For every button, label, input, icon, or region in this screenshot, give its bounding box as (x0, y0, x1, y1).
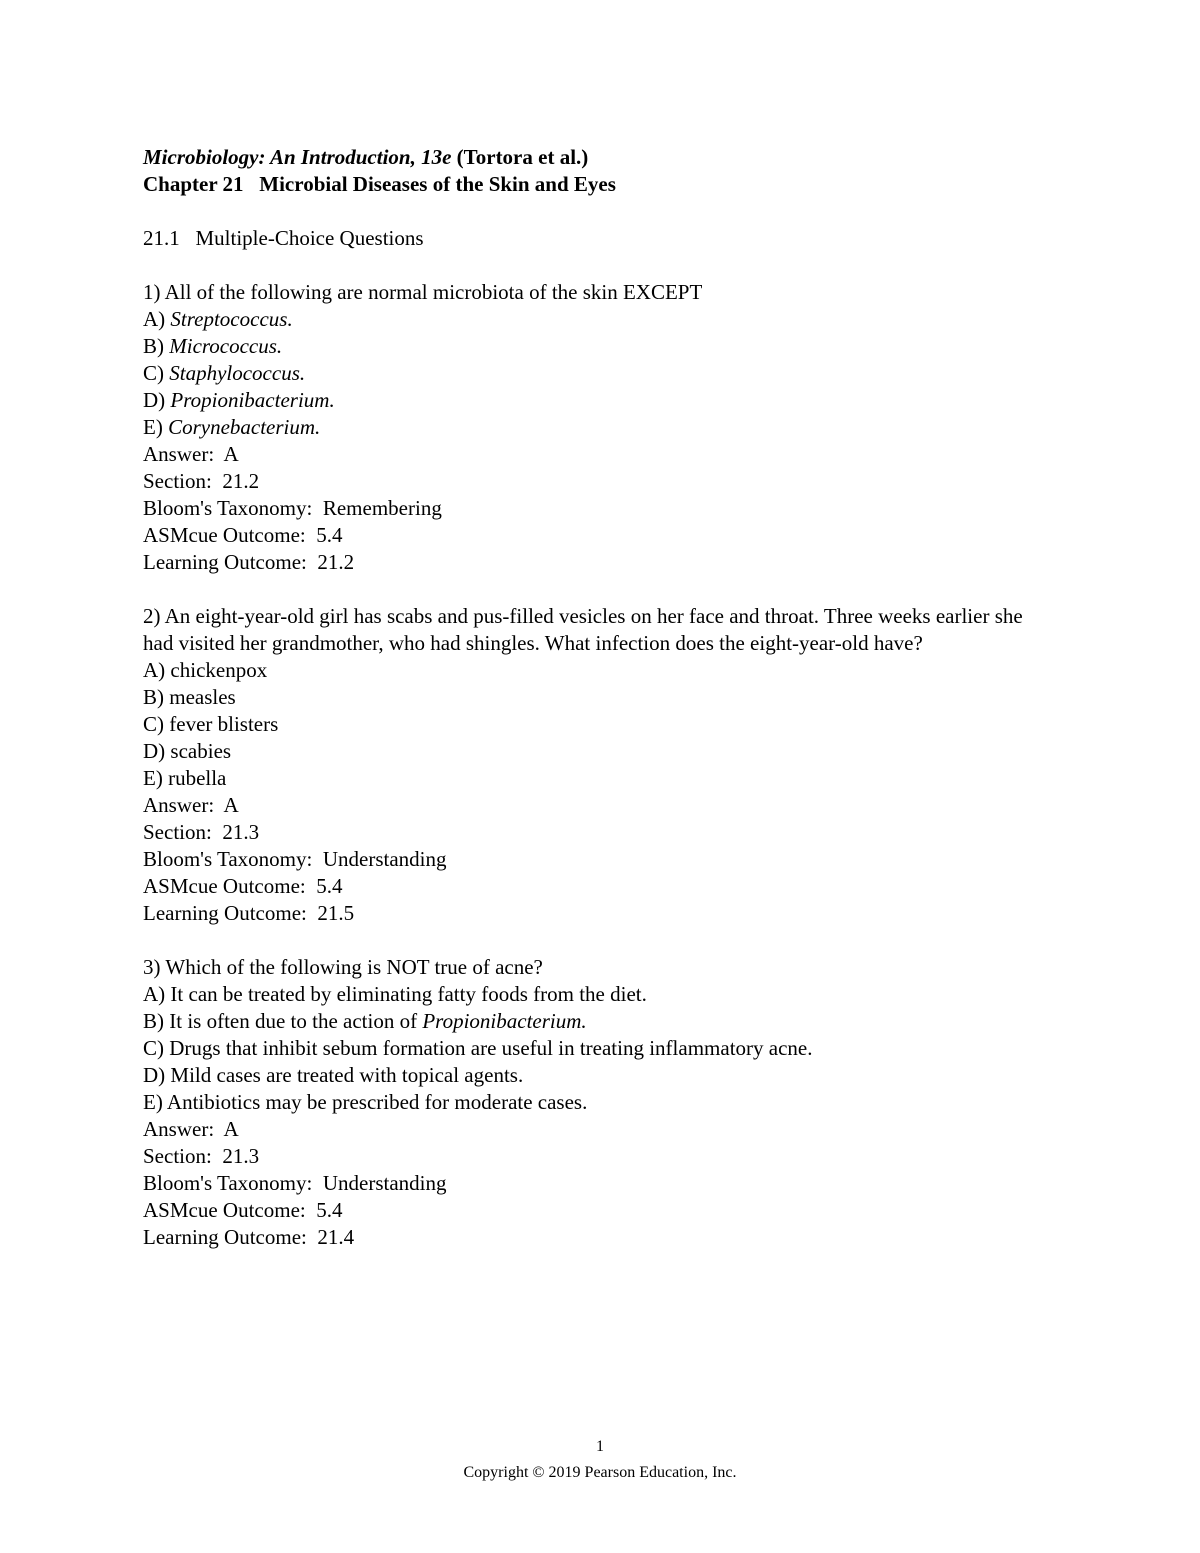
blooms-taxonomy: Bloom's Taxonomy: Understanding (143, 1171, 447, 1195)
answer-key: Answer: A (143, 793, 239, 817)
answer-option: A) chickenpox (143, 658, 268, 682)
learning-outcome: Learning Outcome: 21.2 (143, 550, 355, 574)
question-text: An eight-year-old girl has scabs and pus-filled vesicles on her face and throat. Three weeks earlier she had visited her grandmother, who had shingles. What infection does the eight-year-old have? (143, 604, 1023, 655)
answer-option: D) Mild cases are treated with topical agents. (143, 1063, 524, 1087)
blooms-taxonomy: Bloom's Taxonomy: Remembering (143, 496, 442, 520)
answer-option: E) Corynebacterium. (143, 415, 321, 439)
answer-option: B) measles (143, 685, 236, 709)
answer-option: B) Micrococcus. (143, 334, 283, 358)
answer-option: B) It is often due to the action of Propionibacterium. (143, 1009, 587, 1033)
answer-option: C) Staphylococcus. (143, 361, 306, 385)
answer-option: C) fever blisters (143, 712, 279, 736)
book-title-line (143, 144, 1043, 171)
page-number: 1 (596, 1438, 604, 1455)
answer-key: Answer: A (143, 442, 239, 466)
question-block-2 (143, 603, 1043, 927)
section-ref: Section: 21.3 (143, 1144, 260, 1168)
question-number: 2) (143, 604, 165, 628)
learning-outcome: Learning Outcome: 21.4 (143, 1225, 355, 1249)
answer-option: C) Drugs that inhibit sebum formation are useful in treating inflammatory acne. (143, 1036, 813, 1060)
copyright-notice: Copyright © 2019 Pearson Education, Inc. (463, 1464, 737, 1481)
learning-outcome: Learning Outcome: 21.5 (143, 901, 355, 925)
section-ref: Section: 21.3 (143, 820, 260, 844)
question-stem (143, 603, 1033, 657)
section-ref: Section: 21.2 (143, 469, 260, 493)
answer-option: A) It can be treated by eliminating fatty foods from the diet. (143, 982, 647, 1006)
section-heading: 21.1 Multiple-Choice Questions (143, 226, 424, 250)
book-title: Microbiology: An Introduction, 13e (143, 145, 452, 169)
answer-option: E) rubella (143, 766, 227, 790)
question-number: 1) (143, 280, 165, 304)
answer-key: Answer: A (143, 1117, 239, 1141)
question-stem (143, 954, 1043, 981)
book-authors: (Tortora et al.) (451, 145, 589, 169)
asmcue-outcome: ASMcue Outcome: 5.4 (143, 523, 343, 547)
question-number: 3) (143, 955, 166, 979)
answer-option: D) Propionibacterium. (143, 388, 335, 412)
question-block-3 (143, 954, 1043, 1251)
chapter-title: Chapter 21 Microbial Diseases of the Skin and Eyes (143, 172, 616, 196)
question-stem (143, 279, 1043, 306)
question-block-1 (143, 279, 1043, 576)
answer-option: A) Streptococcus. (143, 307, 293, 331)
answer-option: E) Antibiotics may be prescribed for moderate cases. (143, 1090, 588, 1114)
question-text: Which of the following is NOT true of acne? (165, 955, 543, 979)
blooms-taxonomy: Bloom's Taxonomy: Understanding (143, 847, 447, 871)
asmcue-outcome: ASMcue Outcome: 5.4 (143, 1198, 343, 1222)
document-body (143, 144, 1043, 1251)
answer-option: D) scabies (143, 739, 232, 763)
question-text: All of the following are normal microbiota of the skin EXCEPT (164, 280, 703, 304)
asmcue-outcome: ASMcue Outcome: 5.4 (143, 874, 343, 898)
